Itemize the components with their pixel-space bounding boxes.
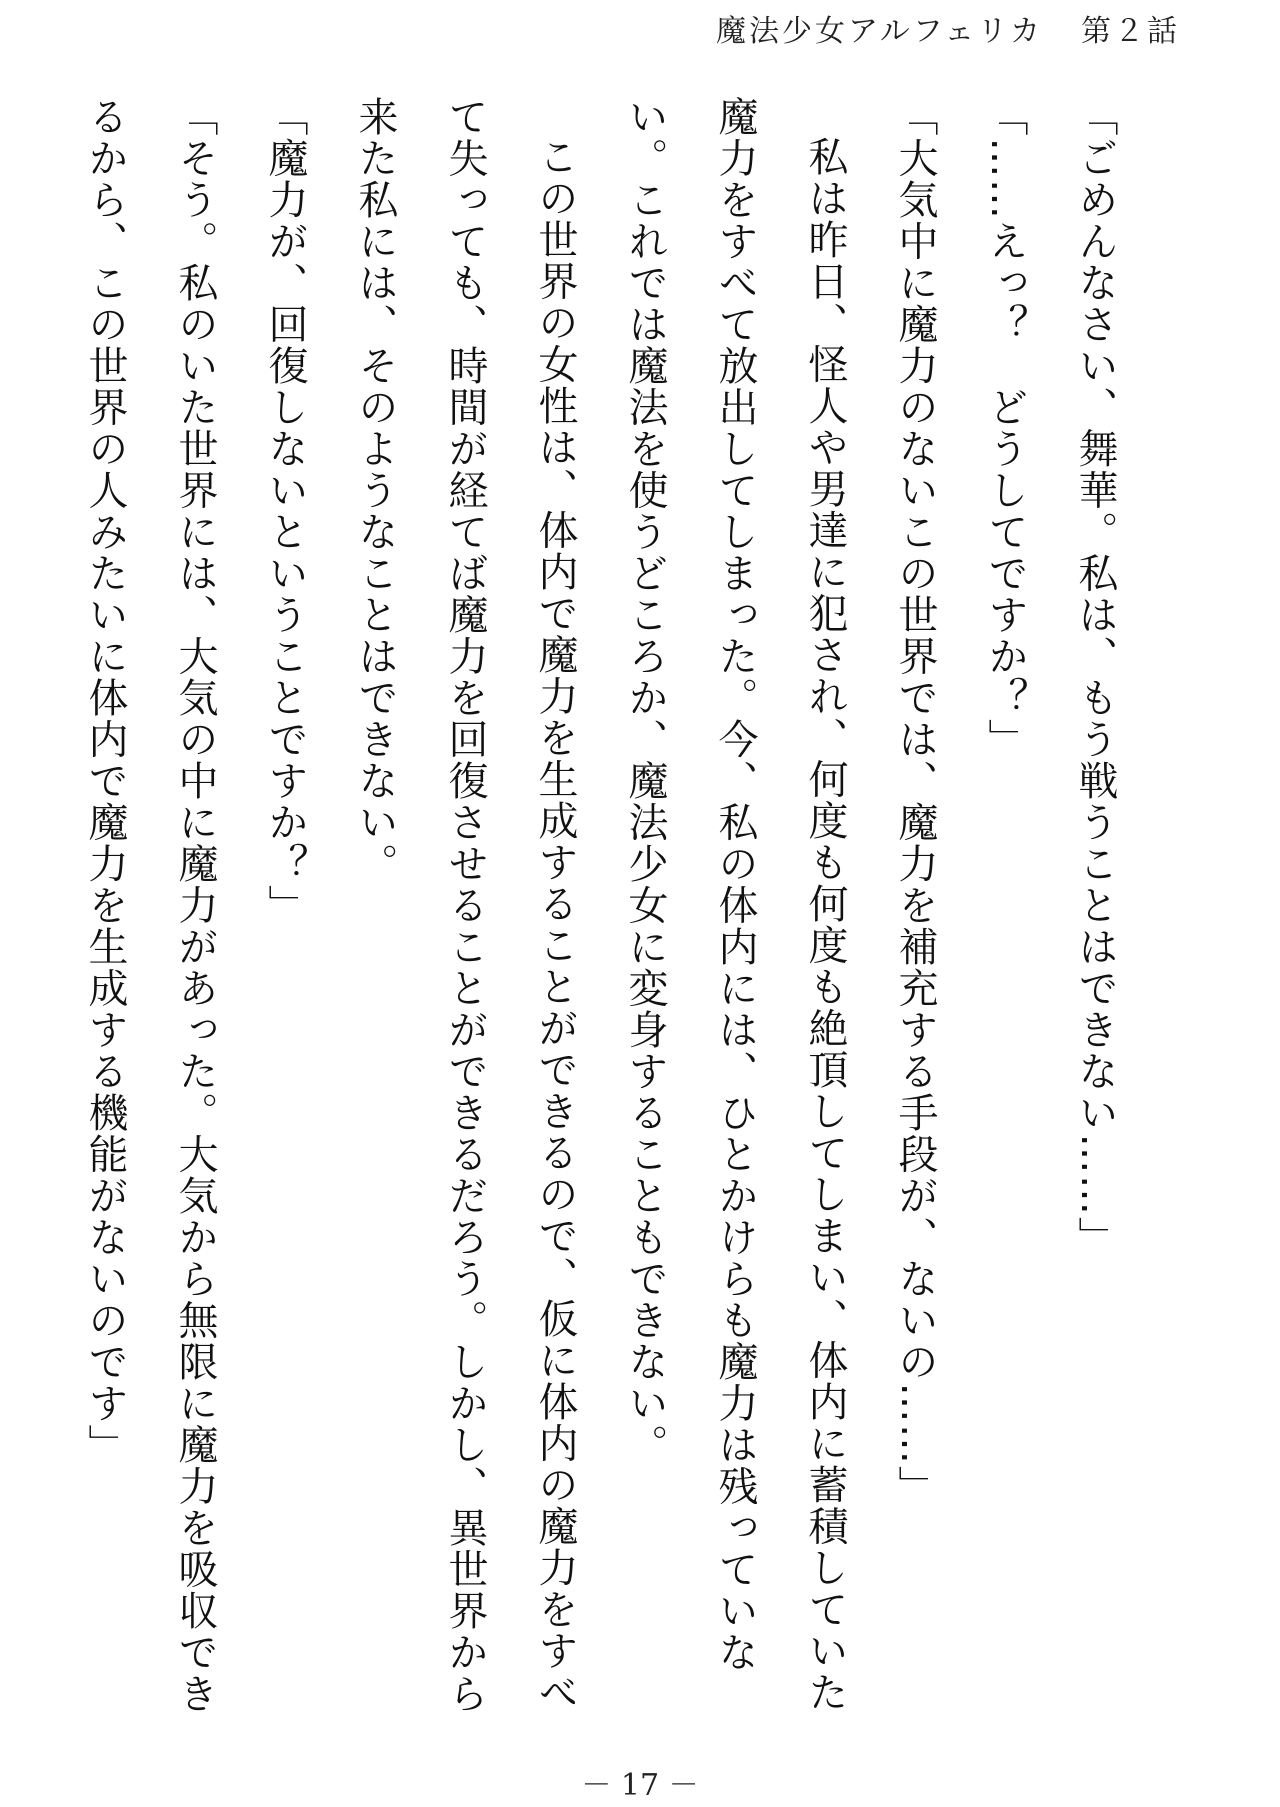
vertical-body-text bbox=[60, 96, 1140, 1736]
page-number: － 17 － bbox=[581, 1768, 699, 1803]
dialogue-line: 「……えっ？ どうしてですか？」 bbox=[982, 96, 1028, 760]
book-title: 魔法少女アルフェリカ bbox=[716, 14, 1043, 49]
dialogue-line: 「そう。私のいた世界には、大気の中に魔力があった。大気から無限に魔力を吸収できるから、この世界の人みたいに体内で魔力を生成する機能がないのです」 bbox=[82, 96, 218, 1715]
narration-paragraph: この世界の女性は、体内で魔力を生成することができるので、仮に体内の魔力をすべて失っても、時間が経てば魔力を回復させることができるだろう。しかし、異世界から来た私には、そのようなことはできない。 bbox=[352, 96, 578, 1715]
running-header bbox=[716, 6, 1180, 50]
narration-paragraph: 私は昨日、怪人や男達に犯され、何度も何度も絶頂してしまい、体内に蓄積していた魔力をすべて放出してしまった。今、私の体内には、ひとかけらも魔力は残っていない。これでは魔法を使うどころか、魔法少女に変身することもできない。 bbox=[622, 96, 848, 1713]
episode-label: 第２話 bbox=[1081, 14, 1180, 49]
dialogue-line: 「大気中に魔力のないこの世界では、魔力を補充する手段が、ないの……」 bbox=[892, 96, 938, 1507]
dialogue-line: 「魔力が、回復しないということですか？」 bbox=[262, 96, 308, 926]
dialogue-line: 「ごめんなさい、舞華。私は、もう戦うことはできない……」 bbox=[1072, 96, 1118, 1258]
